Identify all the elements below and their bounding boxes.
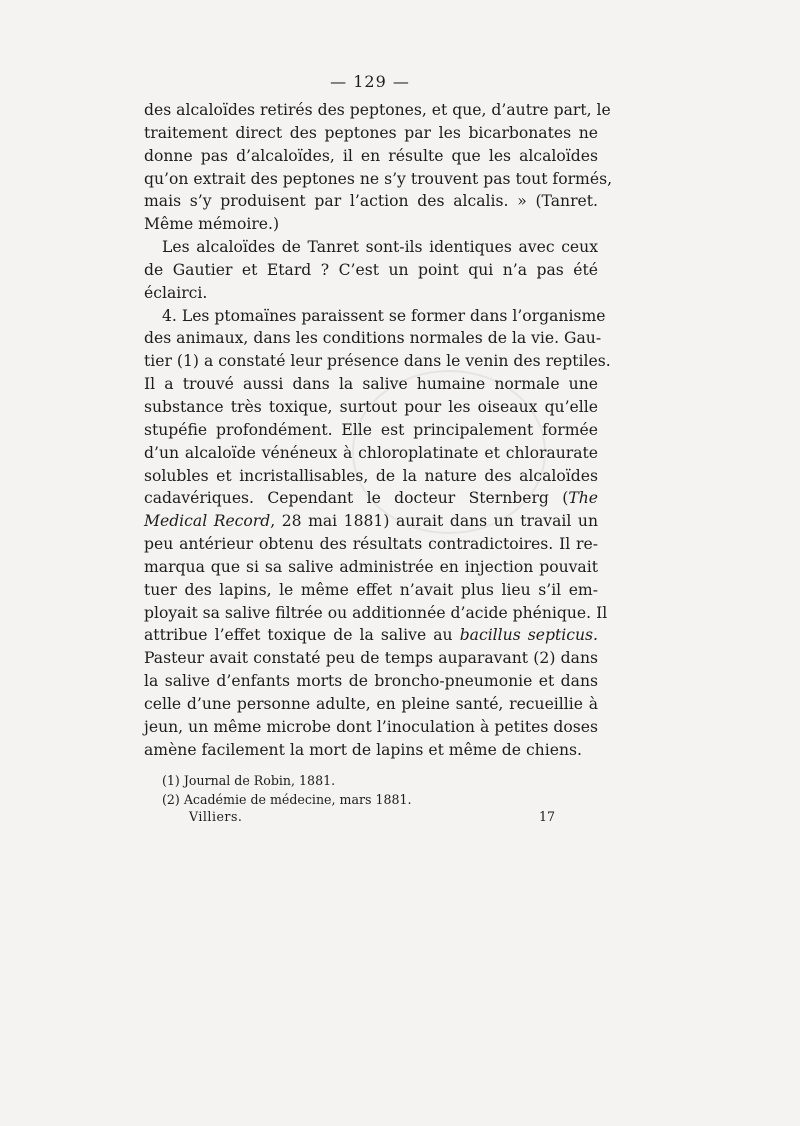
text-line: mais s’y produisent par l’action des alcalis. » (Tanret. (144, 192, 598, 211)
text-line: de Gautier et Etard ? C’est un point qui n’a pas été (144, 260, 598, 279)
italic-bacillus-septicus: bacillus septicus. (459, 626, 598, 645)
text-segment: attribue l’effet toxique de la salive au (144, 626, 460, 645)
footnotes (162, 772, 562, 809)
text-line: des animaux, dans les conditions normales de la vie. Gau- (144, 329, 602, 348)
text-line: ployait sa salive filtrée ou additionnée d’acide phénique. Il (144, 603, 608, 622)
text-line: stupéfie profondément. Elle est principalement formée (144, 420, 598, 439)
footnote-2: (2) Académie de médecine, mars 1881. (162, 791, 412, 807)
text-line: des alcaloïdes retirés des peptones, et que, d’autre part, le (144, 101, 611, 119)
text-segment: cadavériques. Cependant le docteur Sternberg ( (144, 489, 569, 508)
text-line-with-italic (144, 624, 598, 647)
text-line: la salive d’enfants morts de broncho-pneumonie et dans (144, 672, 598, 691)
text-line: peu antérieur obtenu des résultats contradictoires. Il re- (144, 535, 598, 554)
text-line-with-italic (144, 487, 598, 510)
text-line: éclairci. (144, 283, 208, 302)
text-segment: , 28 mai 1881) aurait dans un travail un (270, 512, 598, 531)
italic-title-the: The (568, 489, 598, 508)
text-line: donne pas d’alcaloïdes, il en résulte que les alcaloïdes (144, 146, 598, 165)
text-line: Il a trouvé aussi dans la salive humaine normale une (144, 375, 598, 394)
italic-title-medical-record: Medical Record (144, 512, 271, 531)
text-line: tuer des lapins, le même effet n’avait plus lieu s’il em- (144, 580, 598, 599)
text-line: celle d’une personne adulte, en pleine santé, recueillie à (144, 694, 598, 713)
text-line: Même mémoire.) (144, 215, 280, 234)
text-line: marqua que si sa salive administrée en injection pouvait (144, 557, 598, 576)
text-line: d’un alcaloïde vénéneux à chloroplatinate et chloraurate (144, 443, 598, 462)
text-line: Pasteur avait constaté peu de temps auparavant (2) dans (144, 649, 598, 668)
text-line: qu’on extrait des peptones ne s’y trouvent pas tout formés, (144, 169, 613, 188)
text-line: 4. Les ptomaïnes paraissent se former dans l’organisme (162, 306, 606, 325)
text-line: jeun, un même microbe dont l’inoculation à petites doses (144, 717, 598, 736)
text-line: traitement direct des peptones par les bicarbonates ne (144, 123, 598, 142)
text-line: amène facilement la mort de lapins et même de chiens. (144, 740, 582, 759)
text-line: tier (1) a constaté leur présence dans le venin des reptiles. (144, 352, 611, 371)
text-line-with-italic (144, 510, 598, 533)
sheet-number: 17 (538, 809, 555, 824)
footnote-1: (1) Journal de Robin, 1881. (162, 773, 336, 788)
printer-signature: Villiers. (189, 809, 243, 824)
text-line: Les alcaloïdes de Tanret sont-ils identiques avec ceux (162, 238, 598, 257)
page-number: — 129 — (330, 72, 410, 91)
text-line: solubles et incristallisables, de la nature des alcaloïdes (144, 466, 598, 485)
body-text (144, 99, 613, 761)
text-line: substance très toxique, surtout pour les oiseaux qu’elle (144, 397, 598, 416)
